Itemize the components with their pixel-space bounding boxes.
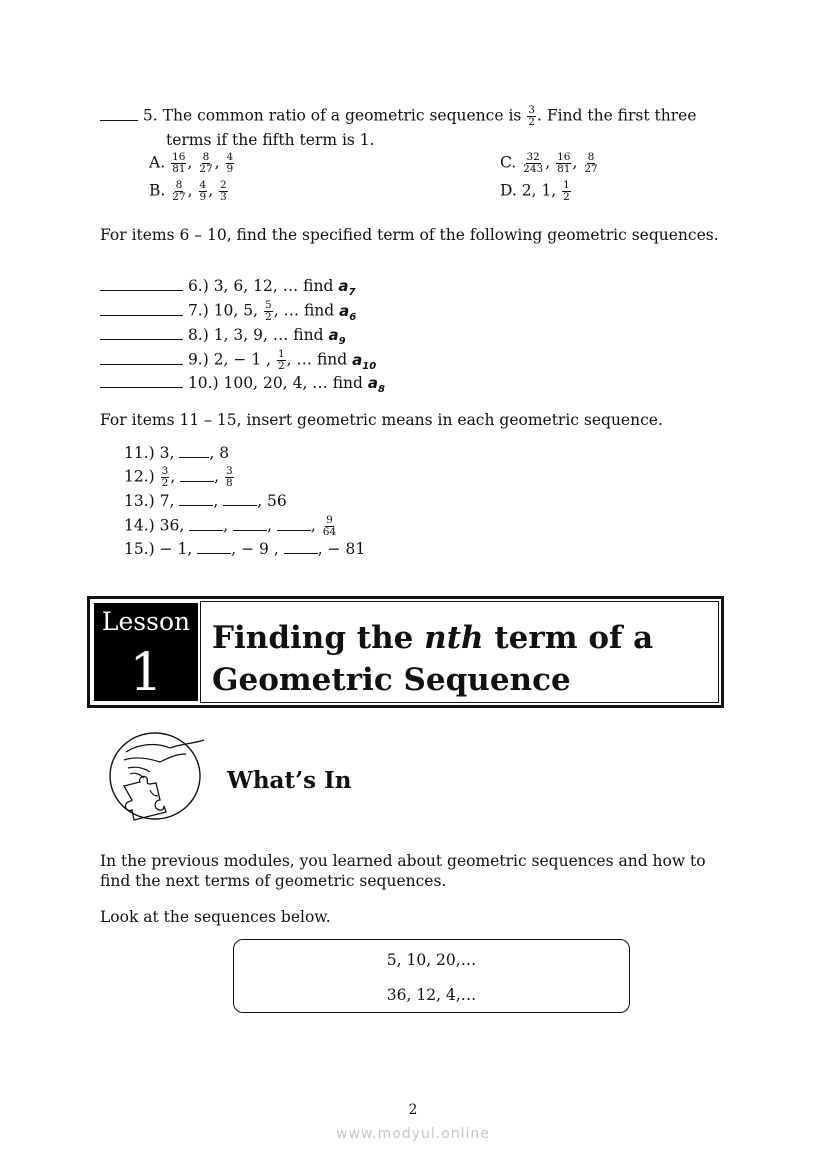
- answer-blank: [100, 106, 138, 121]
- ratio-fraction: $\frac{3}{2}$: [528, 104, 535, 128]
- item-15: 15.) − 1, , − 9 , , − 81: [124, 540, 366, 558]
- item-6: 6.) 3, 6, 12, … find $a_7$: [100, 276, 355, 303]
- puzzle-hand-icon: [104, 728, 216, 822]
- whats-in-paragraph-line1: In the previous modules, you learned about geometric sequences and how to: [100, 852, 706, 870]
- instructions-6-10: For items 6 – 10, find the specified term of the following geometric sequences.: [100, 226, 719, 244]
- item-9: 9.) 2, − 1 , $\frac{1}{2}$ , … find $a_{10}$: [100, 349, 376, 377]
- item-8: 8.) 1, 3, 9, … find $a_9$: [100, 325, 346, 352]
- lesson-number-tab: Lesson 1: [94, 603, 198, 701]
- item-11: 11.) 3, , 8: [124, 444, 230, 462]
- item-10: 10.) 100, 20, 4, … find $a_8$: [100, 373, 385, 400]
- item-13: 13.) 7, , , 56: [124, 492, 287, 510]
- lesson-title: Finding the nth term of a Geometric Sequence: [212, 620, 654, 698]
- sequence-1: 5, 10, 20,…: [386, 951, 477, 969]
- page-number: 2: [408, 1102, 418, 1118]
- item-14: 14.) 36, , , , $\frac{9}{64}$: [124, 514, 337, 538]
- item-7: 7.) 10, 5, $\frac{5}{2}$ , … find $a_6$: [100, 300, 356, 328]
- choice-c: C. $\frac{32}{243}$ , $\frac{16}{81}$ , $\frac{8}{27}$: [500, 151, 598, 175]
- whats-in-paragraph-line2: find the next terms of geometric sequences.: [100, 872, 447, 890]
- lesson-banner: [87, 596, 724, 708]
- item-5-line2: terms if the fifth term is 1.: [166, 131, 375, 149]
- whats-in-prompt: Look at the sequences below.: [100, 908, 331, 926]
- whats-in-heading: What’s In: [227, 767, 352, 794]
- sequence-2: 36, 12, 4,…: [386, 986, 477, 1004]
- watermark: www.modyul.online: [336, 1126, 490, 1142]
- item-12: 12.) $\frac{3}{2}$ , , $\frac{3}{8}$: [124, 465, 233, 489]
- choice-b: B. $\frac{8}{27}$ , $\frac{4}{9}$ , $\frac{2}{3}$: [149, 179, 227, 203]
- instructions-11-15: For items 11 – 15, insert geometric means in each geometric sequence.: [100, 411, 663, 429]
- choice-a: A. $\frac{16}{81}$ , $\frac{8}{27}$ , $\frac{4}{9}$: [149, 151, 234, 175]
- choice-d: D. 2, 1, $\frac{1}{2}$: [500, 179, 570, 203]
- item-5-line1: 5. The common ratio of a geometric sequence is $\frac{3}{2}$ . Find the first three: [100, 105, 697, 128]
- sequences-box: [233, 939, 630, 1013]
